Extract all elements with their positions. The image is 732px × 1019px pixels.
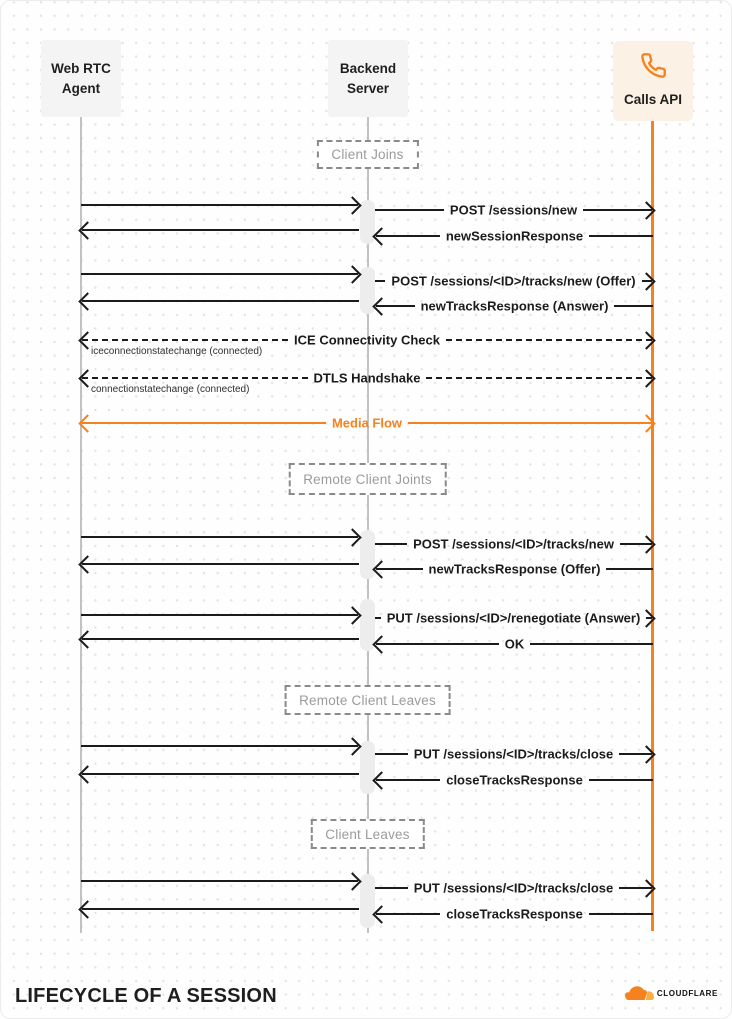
message-label: closeTracksResponse (446, 906, 583, 921)
relay-arrow (81, 265, 359, 283)
arrow-line (375, 543, 407, 545)
message-label: POST /sessions/<ID>/tracks/new (413, 536, 614, 551)
arrowhead-icon (637, 331, 655, 349)
phase-label: Remote Client Joints (288, 463, 447, 495)
arrow-line (82, 300, 359, 302)
arrow-line (82, 908, 359, 910)
message-label: POST /sessions/new (449, 202, 578, 217)
cloudflare-cloud-icon (625, 986, 654, 1001)
relay-arrow (81, 765, 359, 783)
arrow-line (589, 779, 653, 781)
arrowhead-icon (343, 196, 361, 214)
arrow-line (82, 422, 326, 424)
arrow-line (82, 339, 288, 341)
arrowhead-icon (343, 528, 361, 546)
arrowhead-icon (78, 292, 96, 310)
message-label: PUT /sessions/<ID>/tracks/close (413, 746, 614, 761)
arrowhead-icon (372, 297, 390, 315)
arrow-line (606, 568, 653, 570)
arrowhead-icon (637, 369, 655, 387)
peer-arrow (81, 414, 653, 432)
arrowhead-icon (343, 872, 361, 890)
arrow-line (82, 377, 308, 379)
phase-label: Client Leaves (310, 819, 424, 849)
relay-arrow (81, 292, 359, 310)
arrowhead-icon (78, 414, 96, 432)
arrow-line (589, 235, 653, 237)
activation-bar (360, 530, 375, 579)
message-label: closeTracksResponse (446, 772, 583, 787)
message-label: PUT /sessions/<ID>/renegotiate (Answer) (386, 610, 641, 625)
arrow-line (375, 209, 444, 211)
actor-label: Calls API (623, 92, 683, 107)
message-label: OK (504, 636, 525, 651)
message-label: Media Flow (331, 415, 403, 430)
arrow-line (81, 880, 358, 882)
arrow-line (375, 617, 381, 619)
arrowhead-icon (78, 900, 96, 918)
message-label: PUT /sessions/<ID>/tracks/close (413, 880, 614, 895)
arrowhead-icon (372, 771, 390, 789)
cloudflare-wordmark: CLOUDFLARE (656, 989, 718, 998)
arrow-line (376, 643, 499, 645)
relay-arrow (81, 196, 359, 214)
arrow-line (81, 536, 358, 538)
arrowhead-icon (78, 765, 96, 783)
event-note: connectionstatechange (connected) (91, 384, 250, 395)
arrowhead-icon (343, 265, 361, 283)
message-label: POST /sessions/<ID>/tracks/new (Offer) (391, 273, 636, 288)
relay-arrow (81, 737, 359, 755)
message-arrow (375, 905, 653, 923)
arrow-line (375, 887, 408, 889)
message-arrow (375, 227, 653, 245)
arrowhead-icon (372, 560, 390, 578)
message-arrow (375, 201, 653, 219)
message-label: DTLS Handshake (313, 370, 421, 385)
arrowhead-icon (637, 535, 655, 553)
relay-arrow (81, 630, 359, 648)
arrowhead-icon (637, 745, 655, 763)
arrow-line (426, 377, 652, 379)
relay-arrow (81, 900, 359, 918)
arrowhead-icon (343, 606, 361, 624)
message-label: newTracksResponse (Answer) (420, 298, 609, 313)
arrow-line (82, 563, 359, 565)
relay-arrow (81, 555, 359, 573)
arrow-line (614, 305, 653, 307)
phone-icon (640, 52, 667, 85)
relay-arrow (81, 872, 359, 890)
actor-label: Web RTC Agent (51, 60, 111, 96)
arrowhead-icon (78, 555, 96, 573)
arrowhead-icon (637, 879, 655, 897)
arrow-line (530, 643, 653, 645)
message-label: newTracksResponse (Offer) (428, 561, 601, 576)
arrow-line (81, 273, 358, 275)
arrow-line (82, 638, 359, 640)
event-note: iceconnectionstatechange (connected) (91, 346, 263, 357)
actor-backend-server (328, 40, 408, 117)
arrowhead-icon (637, 201, 655, 219)
message-arrow (375, 535, 653, 553)
page-title: LIFECYCLE OF A SESSION (15, 985, 277, 1007)
arrow-line (375, 753, 408, 755)
arrow-line (81, 745, 358, 747)
arrow-line (375, 280, 385, 282)
message-arrow (375, 771, 653, 789)
arrow-line (446, 339, 652, 341)
arrowhead-icon (637, 272, 655, 290)
arrow-line (81, 614, 358, 616)
arrowhead-icon (343, 737, 361, 755)
arrowhead-icon (372, 227, 390, 245)
message-label: ICE Connectivity Check (294, 332, 440, 347)
arrowhead-icon (637, 414, 655, 432)
message-arrow (375, 745, 653, 763)
arrow-line (82, 773, 359, 775)
actor-label: Backend Server (339, 60, 397, 96)
message-arrow (375, 560, 653, 578)
message-arrow (375, 609, 653, 627)
relay-arrow (81, 528, 359, 546)
arrow-line (82, 229, 359, 231)
actor-calls-api (613, 41, 693, 121)
message-arrow (375, 635, 653, 653)
lifeline-web-rtc-agent (80, 117, 82, 933)
arrow-line (408, 422, 652, 424)
message-label: newSessionResponse (445, 228, 584, 243)
arrowhead-icon (78, 630, 96, 648)
phase-label: Remote Client Leaves (284, 685, 451, 715)
message-arrow (375, 879, 653, 897)
cloudflare-logo (625, 986, 718, 1001)
arrow-line (81, 204, 358, 206)
relay-arrow (81, 606, 359, 624)
actor-web-rtc-agent (41, 40, 121, 117)
arrowhead-icon (372, 905, 390, 923)
relay-arrow (81, 221, 359, 239)
message-arrow (375, 297, 653, 315)
arrowhead-icon (78, 221, 96, 239)
activation-bar (360, 874, 375, 928)
activation-bar (360, 741, 375, 794)
message-arrow (375, 272, 653, 290)
phase-label: Client Joins (316, 140, 418, 169)
arrowhead-icon (372, 635, 390, 653)
arrow-line (589, 913, 653, 915)
